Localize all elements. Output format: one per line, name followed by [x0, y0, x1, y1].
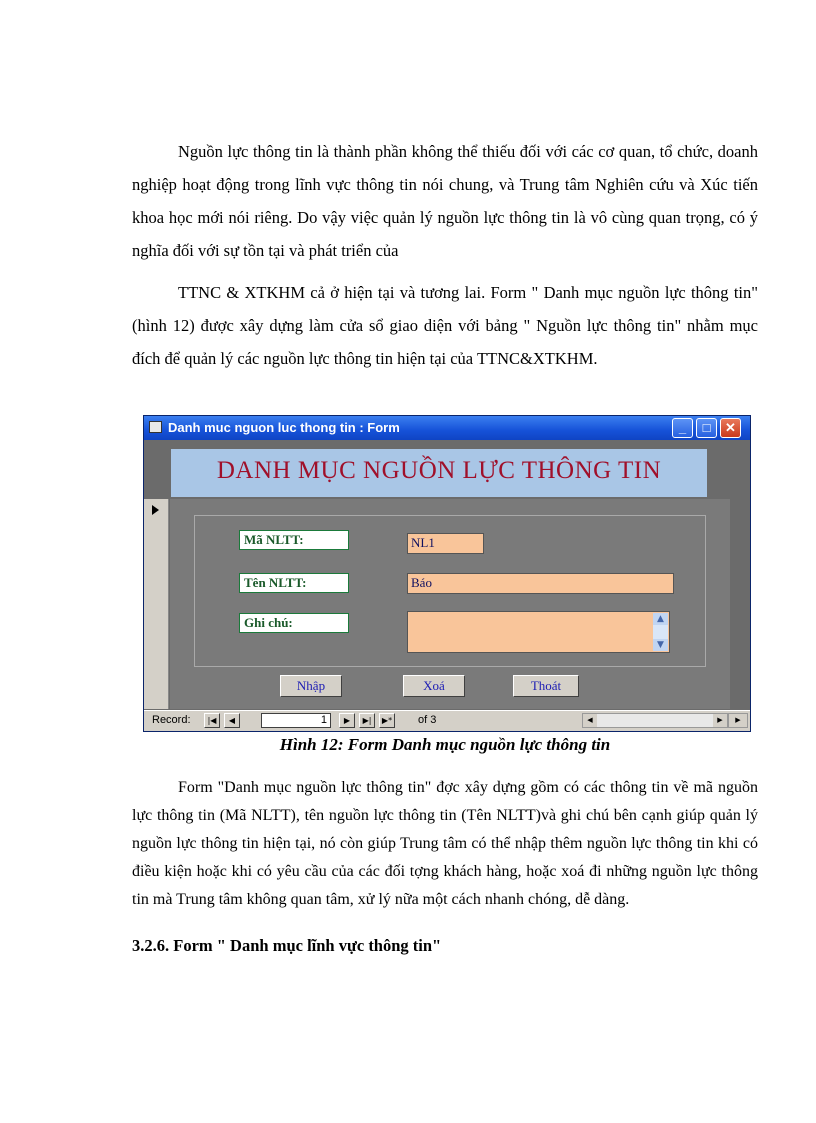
paragraph-3: Form "Danh mục nguồn lực thông tin" đợc xây dựng gồm có các thông tin về mã nguồn lực thông tin (Mã NLTT), tên nguồn lực thông tin (Tên NLTT)và ghi chú bên cạnh giúp quản lý nguồn lực thông tin hiện tại, nó còn giúp Trung tâm có thể nhập thêm nguồn lực thông tin khi có điều kiện hoặc khi có yêu cầu của các đối tợng khách hàng, hoặc xoá đi những nguồn lực thông tin mà Trung tâm không quan tâm, xử lý nữa một cách nhanh chóng, dễ dàng. — [132, 779, 758, 908]
xoa-button[interactable]: Xoá — [403, 675, 465, 697]
title-bar[interactable] — [144, 416, 750, 440]
record-number-input[interactable]: 1 — [261, 713, 331, 728]
record-selector[interactable] — [144, 499, 169, 709]
memo-scrollbar[interactable] — [653, 613, 668, 651]
record-count: of 3 — [418, 714, 437, 726]
ghi-chu-label: Ghi chú: — [239, 613, 349, 633]
form-header-title: DANH MỤC NGUỒN LỰC THÔNG TIN — [216, 457, 662, 484]
access-form-window — [143, 415, 751, 732]
paragraph-2: TTNC & XTKHM cả ở hiện tại và tương lai. Form " Danh mục nguồn lực thông tin" (hình 12) được xây dựng làm cửa sổ giao diện với bảng " Nguồn lực thông tin" nhằm mục đích để quản lý các nguồn lực thông tin hiện tại của TTNC&XTKHM. — [132, 283, 758, 368]
thoat-button[interactable]: Thoát — [513, 675, 579, 697]
scroll-left-icon[interactable]: ◀ — [583, 714, 597, 727]
scroll-right-icon[interactable]: ▶ — [713, 714, 727, 727]
close-button[interactable]: ✕ — [720, 418, 741, 438]
ten-nltt-field[interactable]: Báo — [407, 573, 674, 594]
current-record-arrow-icon — [152, 505, 159, 515]
nhap-button[interactable]: Nhập — [280, 675, 342, 697]
next-record-icon[interactable]: ▶ — [339, 713, 355, 728]
first-record-icon[interactable]: |◀ — [204, 713, 220, 728]
scroll-down-icon[interactable]: ▼ — [653, 639, 668, 651]
prev-record-icon[interactable]: ◀ — [224, 713, 240, 728]
form-header — [171, 449, 707, 497]
ma-nltt-field[interactable]: NL1 — [407, 533, 484, 554]
paragraph-1: Nguồn lực thông tin là thành phần không thể thiếu đối với các cơ quan, tổ chức, doanh nghiệp hoạt động trong lĩnh vực thông tin nói chung, và Trung tâm Nghiên cứu và Xúc tiến khoa học mới nói riêng. Do vậy việc quản lý nguồn lực thông tin là vô cùng quan trọng, có ý nghĩa đối với sự tồn tại và phát triển của — [132, 142, 758, 260]
form-icon — [149, 421, 162, 433]
record-navigation-bar — [144, 710, 750, 731]
ma-nltt-label: Mã NLTT: — [239, 530, 349, 550]
ten-nltt-label: Tên NLTT: — [239, 573, 349, 593]
section-heading: 3.2.6. Form " Danh mục lĩnh vực thông tin" — [132, 936, 442, 955]
scroll-right-end-icon[interactable]: ▶ — [728, 713, 748, 728]
right-gutter — [732, 499, 750, 709]
scroll-up-icon[interactable]: ▲ — [653, 613, 668, 625]
ghi-chu-field[interactable] — [407, 611, 670, 653]
figure-caption: Hình 12: Form Danh mục nguồn lực thông tin — [279, 735, 611, 754]
last-record-icon[interactable]: ▶| — [359, 713, 375, 728]
new-record-icon[interactable]: ▶* — [379, 713, 395, 728]
horizontal-scrollbar[interactable] — [582, 713, 728, 728]
record-label: Record: — [152, 714, 191, 726]
maximize-button[interactable]: □ — [696, 418, 717, 438]
minimize-button[interactable]: _ — [672, 418, 693, 438]
window-title: Danh muc nguon luc thong tin : Form — [168, 420, 400, 435]
